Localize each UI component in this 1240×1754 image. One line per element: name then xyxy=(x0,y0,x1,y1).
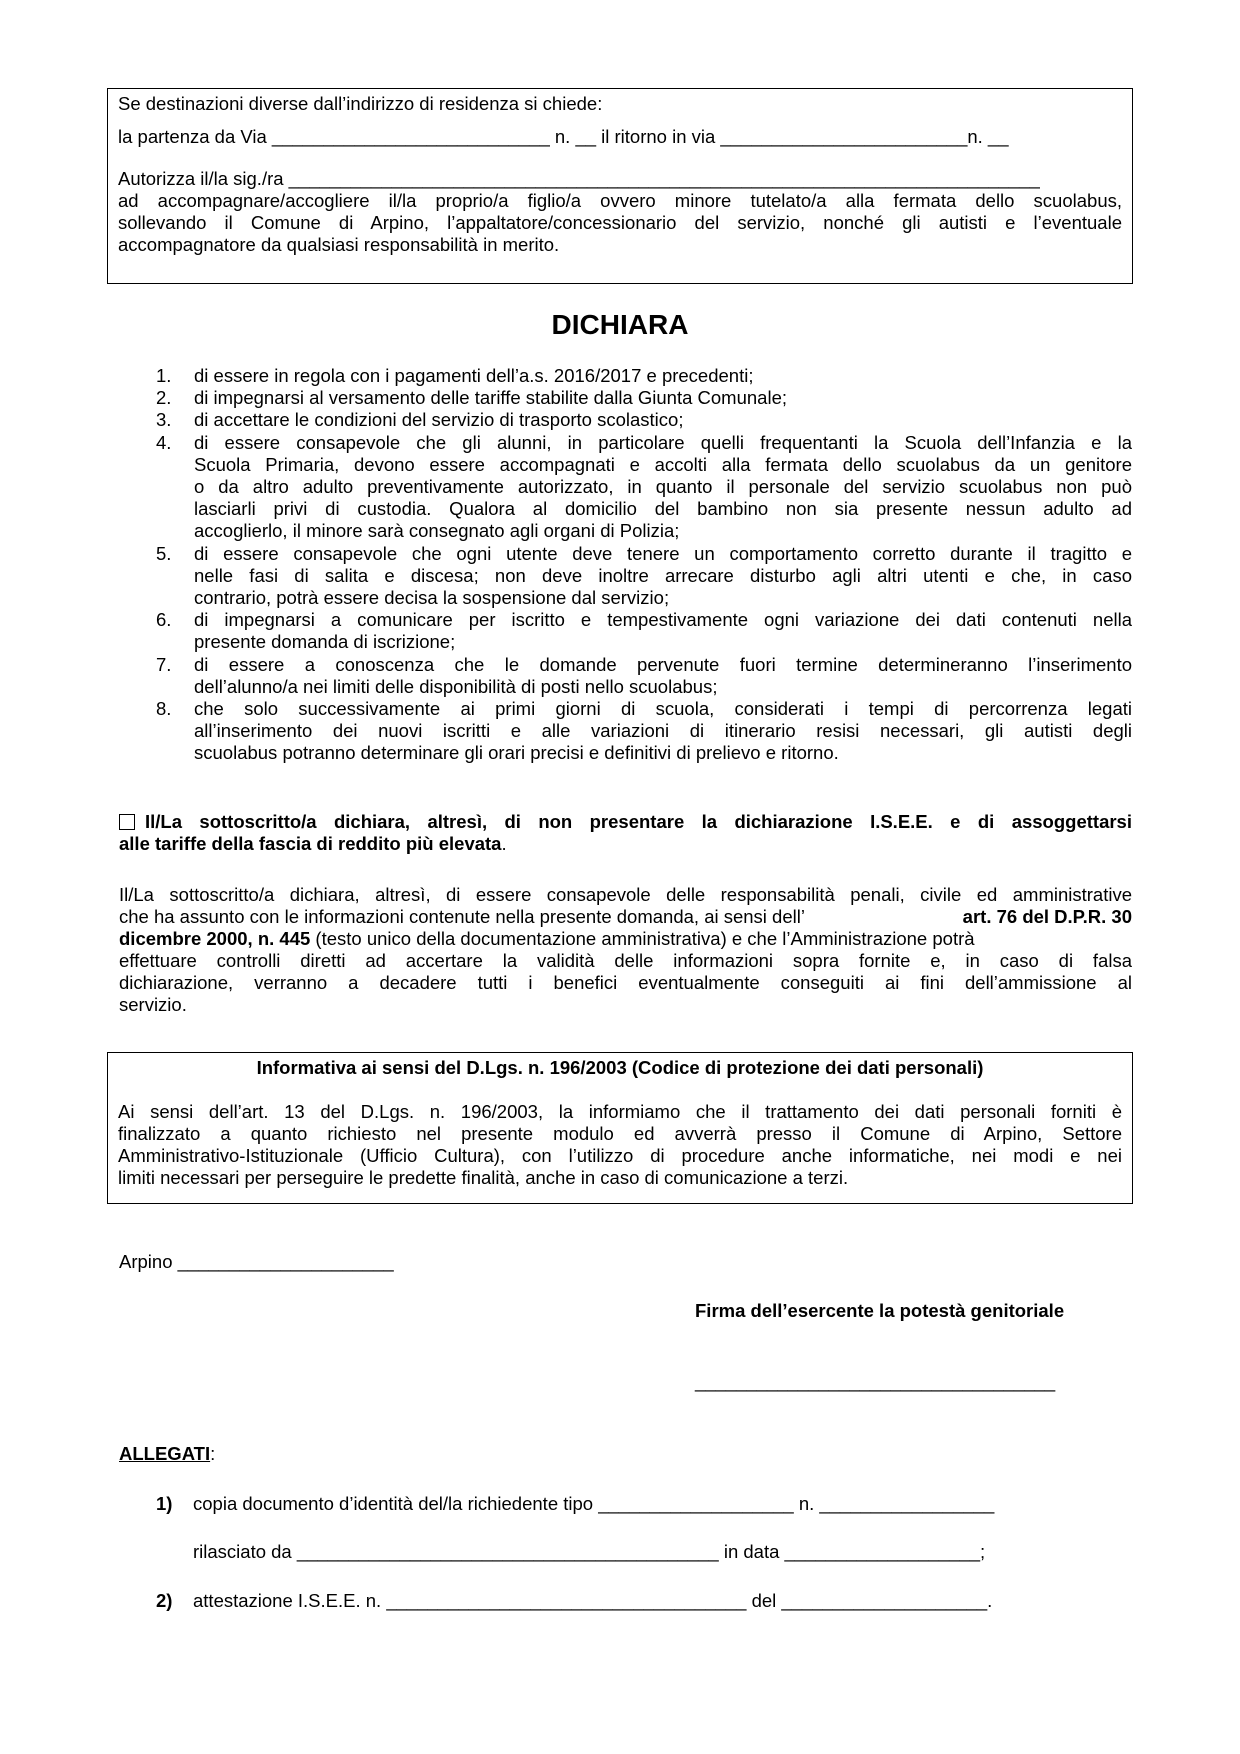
declaration-item-text: nelle fasi di salita e discesa; non deve inoltre arrecare disturbo agli altri utenti e che, in caso xyxy=(194,564,1132,586)
declaration-item xyxy=(156,654,1132,698)
declaration-item-number: 7. xyxy=(156,653,172,675)
signature-label: Firma dell’esercente la potestà genitoriale xyxy=(695,1300,1065,1321)
declaration-item-text: o da altro adulto preventivamente autorizzato, in quanto il personale del servizio scuolabus non può xyxy=(194,475,1132,497)
issued-by-field[interactable]: rilasciato da _________________________________________ in data ___________________; xyxy=(193,1541,986,1562)
declaration-item-text: presente domanda di iscrizione; xyxy=(194,631,456,653)
declaration-item-number: 3. xyxy=(156,409,172,431)
attachment-number: 1) xyxy=(156,1493,173,1514)
responsibility-line: che ha assunto con le informazioni contenute nella presente domanda, ai sensi dell’ art. 76 del D.P.R. 30 xyxy=(119,906,1132,927)
authorization-text-line: sollevando il Comune di Arpino, l’appaltatore/concessionario del servizio, nonché gli autisti e l’eventuale xyxy=(118,212,1122,233)
declaration-item-text: accoglierlo, il minore sarà consegnato agli organi di Polizia; xyxy=(194,520,680,542)
declaration-item-number: 8. xyxy=(156,698,172,719)
declaration-item-text: di essere consapevole che ogni utente deve tenere un comportamento corretto durante il tragitto e xyxy=(194,542,1132,564)
declaration-item-text: di essere consapevole che gli alunni, in particolare quelli frequentanti la Scuola dell’Infanzia e la xyxy=(194,431,1132,453)
declaration-item xyxy=(156,432,1132,543)
authorized-person-field[interactable]: Autorizza il/la sig./ra _________________________________________________________________________ xyxy=(118,168,1040,189)
responsibility-line: Il/La sottoscritto/a dichiara, altresì, di essere consapevole delle responsabilità penali, civile ed amministrative xyxy=(119,884,1132,905)
declaration-item xyxy=(156,409,1132,431)
destination-box xyxy=(107,88,1133,284)
declaration-item-text: di impegnarsi al versamento delle tariffe stabilite dalla Giunta Comunale; xyxy=(194,387,788,409)
place-date-field[interactable]: Arpino _____________________ xyxy=(119,1251,394,1272)
destination-intro: Se destinazioni diverse dall’indirizzo di residenza si chiede: xyxy=(118,93,603,114)
declaration-item xyxy=(156,387,1132,409)
declaration-item-text: scuolabus potranno determinare gli orari precisi e definitivi di prelievo e ritorno. xyxy=(194,742,839,764)
declaration-item-text: che solo successivamente ai primi giorni di scuola, considerati i tempi di percorrenza legati xyxy=(194,698,1132,719)
privacy-notice-line: limiti necessari per perseguire le predette finalità, anche in caso di comunicazione a terzi. xyxy=(118,1167,849,1188)
isee-statement-line: alle tariffe della fascia di reddito più elevata. xyxy=(119,833,507,854)
privacy-notice-line: Ai sensi dell’art. 13 del D.Lgs. n. 196/2003, la informiamo che il trattamento dei dati personali forniti è xyxy=(118,1101,1122,1122)
declaration-item-text: contrario, potrà essere decisa la sospensione dal servizio; xyxy=(194,586,670,608)
declaration-item-number: 6. xyxy=(156,609,172,631)
privacy-notice-box xyxy=(107,1052,1133,1204)
responsibility-line: dichiarazione, verranno a decadere tutti i benefici eventualmente conseguiti ai fini dell’ammissione al xyxy=(119,972,1132,993)
responsibility-line: servizio. xyxy=(119,994,187,1015)
declaration-heading: DICHIARA xyxy=(551,309,689,340)
declaration-item-number: 4. xyxy=(156,431,172,453)
declaration-item-number: 1. xyxy=(156,365,172,386)
privacy-notice-title: Informativa ai sensi del D.Lgs. n. 196/2003 (Codice di protezione dei dati personali) xyxy=(256,1057,984,1078)
authorization-text-line: accompagnatore da qualsiasi responsabilità in merito. xyxy=(118,234,560,255)
declaration-item-text: di essere in regola con i pagamenti dell’a.s. 2016/2017 e precedenti; xyxy=(194,365,754,386)
responsibility-line: dicembre 2000, n. 445 (testo unico della documentazione amministrativa) e che l’Amministrazione potrà xyxy=(119,928,975,949)
isee-checkbox[interactable] xyxy=(119,814,135,830)
signature-line[interactable]: ___________________________________ xyxy=(695,1371,1056,1392)
declaration-item xyxy=(156,365,1132,387)
declaration-item xyxy=(156,609,1132,653)
authorization-text-line: ad accompagnare/accogliere il/la proprio/a figlio/a ovvero minore tutelato/a alla fermata dello scuolabus, xyxy=(118,190,1122,211)
isee-statement-line[interactable]: Il/La sottoscritto/a dichiara, altresì, di non presentare la dichiarazione I.S.E.E. e di assoggettarsi xyxy=(119,811,1132,833)
declaration-item-text: di impegnarsi a comunicare per iscritto e tempestivamente ogni variazione dei dati contenuti nella xyxy=(194,609,1132,631)
declaration-item-text: Scuola Primaria, devono essere accompagnati e accolti alla fermata dello scuolabus da un genitore xyxy=(194,453,1132,475)
declaration-item-text: di accettare le condizioni del servizio di trasporto scolastico; xyxy=(194,409,684,431)
declaration-item-text: di essere a conoscenza che le domande pervenute fuori termine determineranno l’inserimento xyxy=(194,653,1132,675)
route-field-line[interactable]: la partenza da Via ___________________________ n. __ il ritorno in via ________________________n. __ xyxy=(118,126,1009,147)
declaration-item-text: lasciarli privi di custodia. Qualora al domicilio del bambino non sia presente nessun adulto ad xyxy=(194,498,1132,520)
id-document-field[interactable]: copia documento d’identità del/la richiedente tipo ___________________ n. _________________ xyxy=(193,1493,995,1514)
isee-attestation-field[interactable]: attestazione I.S.E.E. n. ___________________________________ del ____________________. xyxy=(193,1590,993,1611)
declaration-item-text: all’inserimento dei nuovi iscritti e alle variazioni di itinerario resisi necessari, gli autisti degli xyxy=(194,720,1132,742)
declaration-item xyxy=(156,698,1132,765)
responsibility-line: effettuare controlli diretti ad accertare la validità delle informazioni sopra fornite e, in caso di falsa xyxy=(119,950,1132,971)
attachment-number: 2) xyxy=(156,1590,173,1611)
privacy-notice-line: finalizzato a quanto richiesto nel presente modulo ed avverrà presso il Comune di Arpino, Settore xyxy=(118,1123,1122,1144)
declaration-item-number: 2. xyxy=(156,387,172,409)
declaration-item xyxy=(156,543,1132,610)
attachments-heading: ALLEGATI: xyxy=(119,1443,216,1464)
privacy-notice-line: Amministrativo-Istituzionale (Ufficio Cultura), con l’utilizzo di procedure anche informatiche, nei modi e nei xyxy=(118,1145,1122,1166)
declaration-item-text: dell’alunno/a nei limiti delle disponibilità di posti nello scuolabus; xyxy=(194,675,718,697)
declaration-item-number: 5. xyxy=(156,542,172,564)
